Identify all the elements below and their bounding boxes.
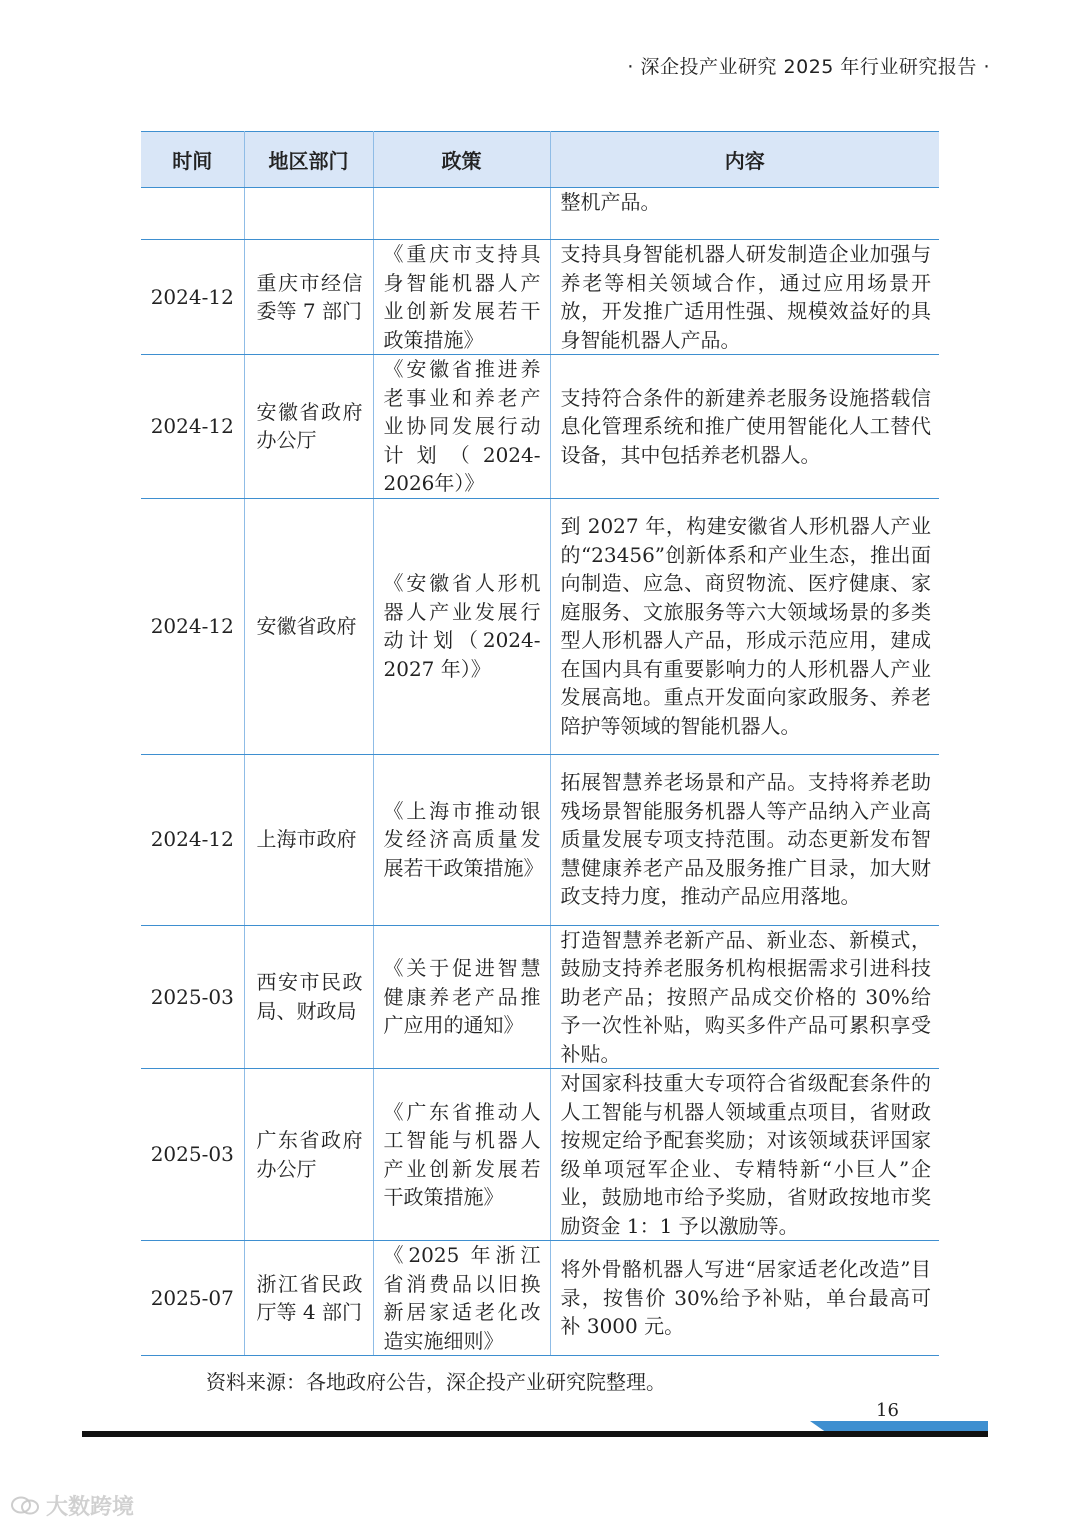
dept-cell: [244, 188, 373, 240]
time-cell: 2025-03: [141, 1069, 244, 1241]
table-header-row: [141, 132, 939, 188]
dept-cell: 浙江省民政厅等 4 部门: [244, 1241, 373, 1356]
policy-cell: 《安徽省推进养老事业和养老产业协同发展行动计划（2024-2026年）》: [373, 355, 550, 499]
dept-cell: 上海市政府: [244, 754, 373, 925]
table-row: [141, 240, 939, 355]
table-row: [141, 355, 939, 499]
time-cell: 2025-03: [141, 925, 244, 1069]
content-cell: 对国家科技重大专项符合省级配套条件的人工智能与机器人领域重点项目，省财政按规定给予配套奖励；对该领域获评国家级单项冠军企业、专精特新“小巨人”企业，鼓励地市给予奖励，省财政按地市奖励资金 1：1 予以激励等。: [550, 1069, 939, 1241]
column-header-content: 内容: [550, 132, 939, 188]
content-cell: 支持具身智能机器人研发制造企业加强与养老等相关领域合作，通过应用场景开放，开发推广适用性强、规模效益好的具身智能机器人产品。: [550, 240, 939, 355]
policy-cell: [373, 188, 550, 240]
page-number: 16: [876, 1400, 899, 1421]
content-cell: 拓展智慧养老场景和产品。支持将养老助残场景智能服务机器人等产品纳入产业高质量发展专项支持范围。动态更新发布智慧健康养老产品及服务推广目录，加大财政支持力度，推动产品应用落地。: [550, 754, 939, 925]
watermark-text: 大数跨境: [46, 1495, 135, 1520]
policy-table: [141, 131, 939, 1356]
table-row: [141, 1069, 939, 1241]
policy-cell: 《关于促进智慧健康养老产品推广应用的通知》: [373, 925, 550, 1069]
column-header-policy: 政策: [373, 132, 550, 188]
time-cell: 2024-12: [141, 240, 244, 355]
running-header: · 深企投产业研究 2025 年行业研究报告 ·: [627, 56, 990, 78]
time-cell: [141, 188, 244, 240]
policy-cell: 《2025 年浙江省消费品以旧换新居家适老化改造实施细则》: [373, 1241, 550, 1356]
dept-cell: 重庆市经信委等 7 部门: [244, 240, 373, 355]
table-row: [141, 498, 939, 754]
content-cell: 到 2027 年，构建安徽省人形机器人产业的“23456”创新体系和产业生态，推出面向制造、应急、商贸物流、医疗健康、家庭服务、文旅服务等六大领域场景的多类型人形机器人产品，形成示范应用，建成在国内具有重要影响力的人形机器人产业发展高地。重点开发面向家政服务、养老陪护等领域的智能机器人。: [550, 498, 939, 754]
dept-cell: 西安市民政局、财政局: [244, 925, 373, 1069]
table-row: [141, 925, 939, 1069]
time-cell: 2024-12: [141, 754, 244, 925]
table-row: [141, 754, 939, 925]
dept-cell: 安徽省政府办公厅: [244, 355, 373, 499]
policy-cell: 《广东省推动人工智能与机器人产业创新发展若干政策措施》: [373, 1069, 550, 1241]
table-row: [141, 1241, 939, 1356]
source-note: 资料来源：各地政府公告，深企投产业研究院整理。: [206, 1370, 666, 1394]
speech-bubble-logo-icon: [10, 1495, 40, 1517]
dept-cell: 安徽省政府: [244, 498, 373, 754]
column-header-time: 时间: [141, 132, 244, 188]
content-cell: 整机产品。: [550, 188, 939, 240]
time-cell: 2024-12: [141, 355, 244, 499]
table-row: [141, 188, 939, 240]
content-cell: 将外骨骼机器人写进“居家适老化改造”目录，按售价 30%给予补贴，单台最高可补 3000 元。: [550, 1241, 939, 1356]
time-cell: 2024-12: [141, 498, 244, 754]
policy-cell: 《重庆市支持具身智能机器人产业创新发展若干政策措施》: [373, 240, 550, 355]
footer-accent-stripe: [810, 1421, 988, 1431]
content-cell: 支持符合条件的新建养老服务设施搭载信息化管理系统和推广使用智能化人工替代设备，其中包括养老机器人。: [550, 355, 939, 499]
content-cell: 打造智慧养老新产品、新业态、新模式，鼓励支持养老服务机构根据需求引进科技助老产品；按照产品成交价格的 30%给予一次性补贴，购买多件产品可累积享受补贴。: [550, 925, 939, 1069]
time-cell: 2025-07: [141, 1241, 244, 1356]
watermark: [10, 1490, 134, 1521]
dept-cell: 广东省政府办公厅: [244, 1069, 373, 1241]
policy-cell: 《安徽省人形机器人产业发展行动计划（2024-2027 年）》: [373, 498, 550, 754]
footer-rule: [82, 1431, 988, 1437]
policy-cell: 《上海市推动银发经济高质量发展若干政策措施》: [373, 754, 550, 925]
column-header-dept: 地区部门: [244, 132, 373, 188]
